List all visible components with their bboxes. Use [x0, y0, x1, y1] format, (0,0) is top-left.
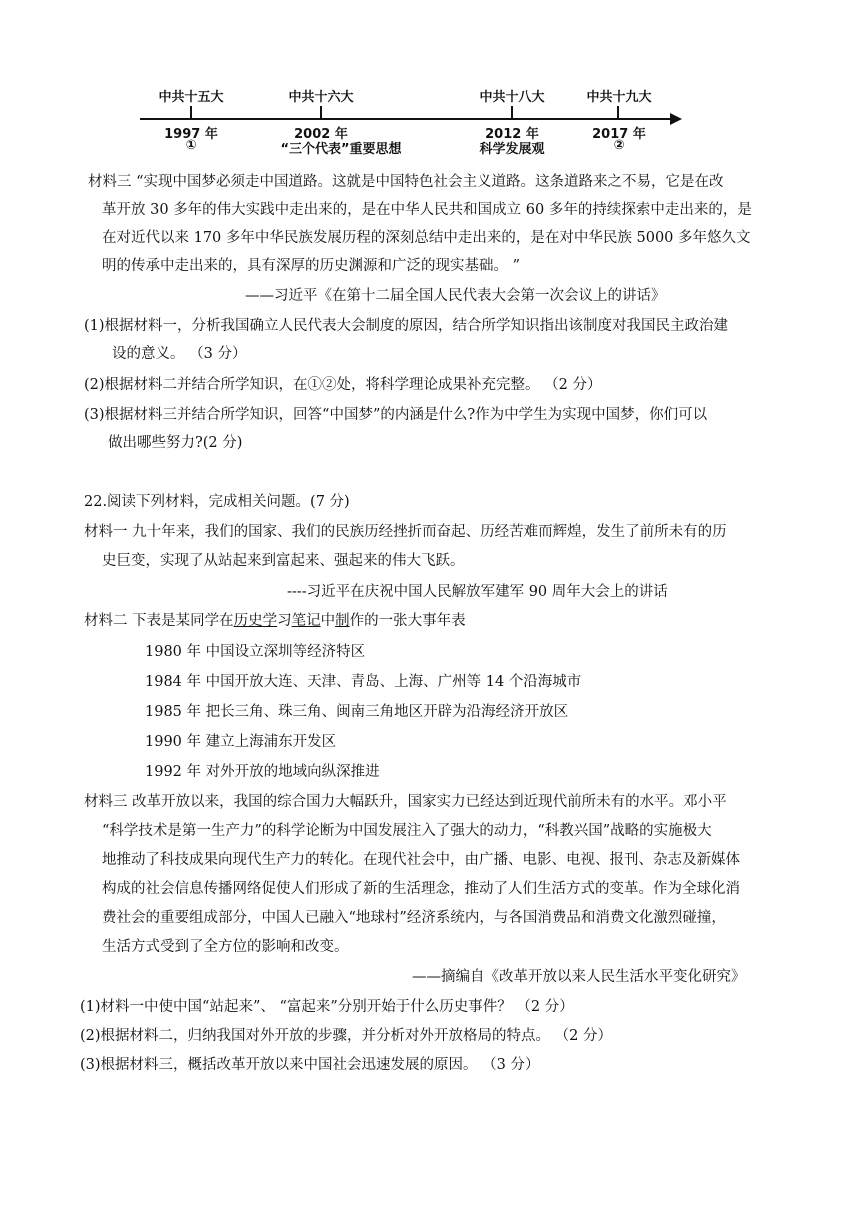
- timeline-event-theory: ②: [613, 138, 625, 153]
- timeline-tick: [320, 106, 322, 118]
- timeline-tick: [190, 106, 192, 118]
- timeline-event-year: 2012 年: [485, 127, 539, 142]
- material-text-line: 地推动了科技成果向现代生产力的转化。在现代社会中，由广播、电影、电视、报刊、杂志及新媒体: [102, 852, 740, 868]
- event-row: 1980 年 中国设立深圳等经济特区: [145, 644, 366, 660]
- timeline-event-theory: “三个代表”重要思想: [280, 142, 402, 157]
- material-text-line: 生活方式受到了全方位的影响和改变。: [102, 939, 349, 955]
- material-text-line: 费社会的重要组成部分，中国人已融入“地球村”经济系统内，与各国消费品和消费文化激烈碰撞，: [102, 910, 726, 926]
- material-intro: 材料二 下表是某同学在历史学习笔记中制作的一张大事年表: [84, 613, 466, 629]
- material-text-line: 材料一 九十年来，我们的国家、我们的民族历经挫折而奋起、历经苦难而辉煌，发生了前所未有的历: [84, 524, 727, 540]
- timeline-event-title: 中共十九大: [586, 90, 652, 105]
- timeline-event-title: 中共十五大: [158, 90, 224, 105]
- material-text-line: 材料三 “实现中国梦必须走中国道路。这就是中国特色社会主义道路。这条道路来之不易，它是在改: [88, 174, 724, 190]
- timeline-axis: [140, 118, 672, 120]
- question-heading: 22.阅读下列材料，完成相关问题。(7 分): [84, 494, 350, 510]
- timeline-diagram: [130, 80, 690, 160]
- timeline-event-year: 2017 年: [592, 127, 646, 142]
- material-source: ——习近平《在第十二届全国人民代表大会第一次会议上的讲话》: [245, 288, 666, 304]
- material-text-line: 构成的社会信息传播网络促使人们形成了新的生活理念，推动了人们生活方式的变革。作为全球化消: [102, 881, 740, 897]
- timeline-event-title: 中共十六大: [288, 90, 354, 105]
- question-line: 设的意义。 （3 分）: [112, 346, 247, 362]
- event-row: 1984 年 中国开放大连、天津、青岛、上海、广州等 14 个沿海城市: [145, 674, 582, 690]
- timeline-event-theory: 科学发展观: [479, 142, 545, 157]
- event-row: 1985 年 把长三角、珠三角、闽南三角地区开辟为沿海经济开放区: [145, 704, 569, 720]
- timeline-arrow-icon: [670, 113, 682, 125]
- question-line: (1)材料一中使中国“站起来”、 “富起来”分别开始于什么历史事件？ （2 分）: [80, 999, 574, 1015]
- material-text-line: 明的传承中走出来的，具有深厚的历史渊源和广泛的现实基础。 ”: [102, 258, 521, 274]
- material-source: ——摘编自《改革开放以来人民生活水平变化研究》: [412, 969, 746, 985]
- timeline-tick: [511, 106, 513, 118]
- event-row: 1990 年 建立上海浦东开发区: [145, 734, 337, 750]
- question-line: (2)根据材料二并结合所学知识，在①②处，将科学理论成果补充完整。 （2 分）: [84, 377, 602, 393]
- question-line: (3)根据材料三，概括改革开放以来中国社会迅速发展的原因。 （3 分）: [80, 1057, 540, 1073]
- question-line: (3)根据材料三并结合所学知识，回答“中国梦”的内涵是什么?作为中学生为实现中国梦，你们可以: [84, 407, 708, 423]
- timeline-event-year: 1997 年: [164, 127, 218, 142]
- timeline-tick: [617, 106, 619, 118]
- question-line: (2)根据材料二，归纳我国对外开放的步骤，并分析对外开放格局的特点。 （2 分）: [80, 1028, 612, 1044]
- material-text-line: “科学技术是第一生产力”的科学论断为中国发展注入了强大的动力，“科教兴国”战略的实施极大: [102, 823, 712, 839]
- timeline-event-title: 中共十八大: [479, 90, 545, 105]
- material-text-line: 革开放 30 多年的伟大实践中走出来的，是在中华人民共和国成立 60 多年的持续探索中走出来的，是: [102, 202, 752, 218]
- question-line: 做出哪些努力?(2 分): [108, 435, 243, 451]
- question-line: (1)根据材料一，分析我国确立人民代表大会制度的原因，结合所学知识指出该制度对我国民主政治建: [84, 318, 729, 334]
- material-text-line: 史巨变，实现了从站起来到富起来、强起来的伟大飞跃。: [102, 553, 465, 569]
- material-text-line: 材料三 改革开放以来，我国的综合国力大幅跃升，国家实力已经达到近现代前所未有的水平。邓小平: [84, 794, 727, 810]
- timeline-event-year: 2002 年: [294, 127, 348, 142]
- event-row: 1992 年 对外开放的地域向纵深推进: [145, 764, 380, 780]
- material-text-line: 在对近代以来 170 多年中华民族发展历程的深刻总结中走出来的，是在对中华民族 5000 多年悠久文: [102, 230, 751, 246]
- timeline-event-theory: ①: [185, 138, 197, 153]
- material-source: ----习近平在庆祝中国人民解放军建军 90 周年大会上的讲话: [287, 584, 668, 600]
